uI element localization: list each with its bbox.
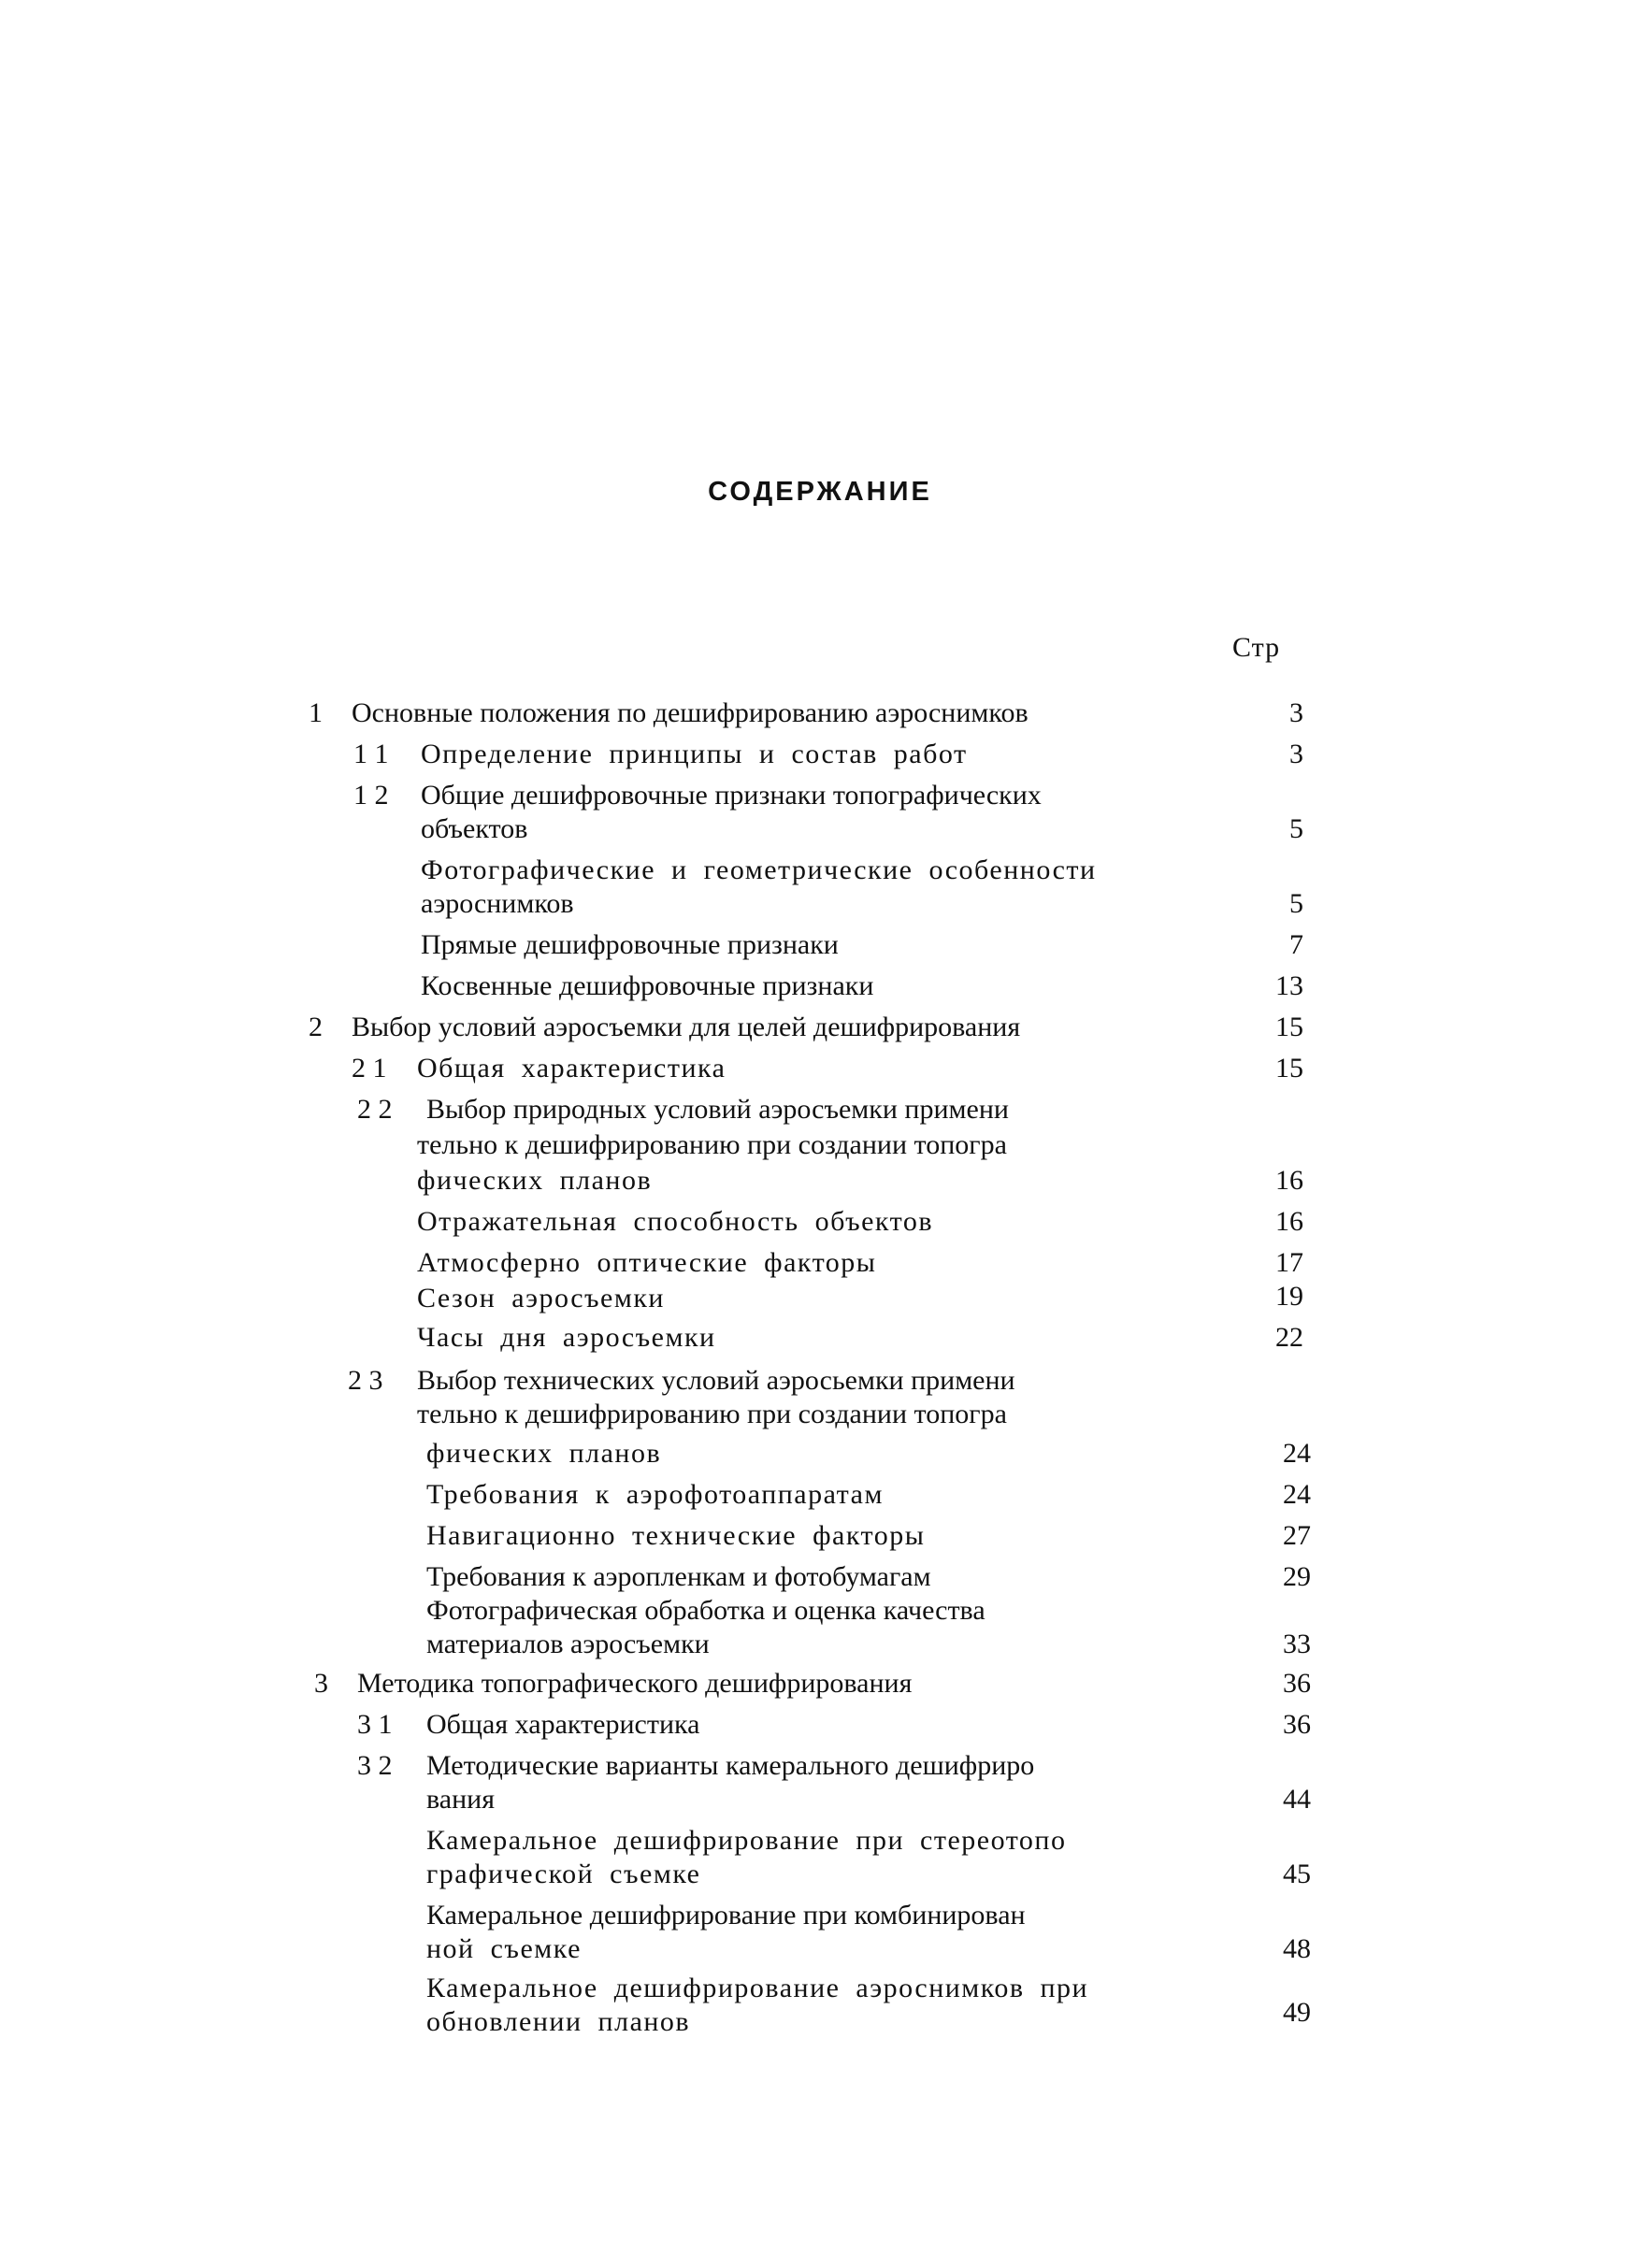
toc-entry-text: Атмосферно оптические факторы [417, 1247, 877, 1278]
toc-entry-text: объектов [421, 813, 528, 844]
toc-entry-page: 24 [1283, 1438, 1311, 1469]
toc-entry-page: 3 [1289, 697, 1303, 728]
toc-entry-number: 3 1 [357, 1709, 393, 1740]
toc-entry-text: Навигационно технические факторы [426, 1520, 926, 1551]
page-title: СОДЕРЖАНИЕ [708, 477, 932, 507]
toc-entry-text: тельно к дешифрированию при создании топогра [417, 1399, 1007, 1429]
toc-entry-page: 45 [1283, 1859, 1311, 1889]
toc-entry-text: Отражательная способность объектов [417, 1206, 933, 1237]
toc-entry-text: Косвенные дешифровочные признаки [421, 970, 874, 1001]
toc-entry-text: графической съемке [426, 1859, 701, 1889]
toc-entry-text: Часы дня аэросъемки [417, 1322, 716, 1353]
toc-entry-page: 17 [1275, 1247, 1303, 1278]
toc-entry-number: 2 3 [348, 1365, 383, 1396]
toc-entry-text: Выбор природных условий аэросъемки примени [426, 1094, 1009, 1125]
toc-entry-page: 15 [1275, 1012, 1303, 1042]
toc-entry-number: 3 2 [357, 1750, 393, 1781]
toc-entry-text: Прямые дешифровочные признаки [421, 929, 839, 960]
toc-entry-page: 13 [1275, 970, 1303, 1001]
toc-entry-text: Определение принципы и состав работ [421, 739, 968, 769]
toc-entry-page: 3 [1289, 739, 1303, 769]
toc-entry-text: фических планов [417, 1165, 653, 1196]
toc-entry-text: Общая характеристика [417, 1053, 726, 1084]
toc-entry-page: 36 [1283, 1668, 1311, 1699]
toc-entry-page: 19 [1275, 1281, 1303, 1312]
toc-entry-page: 5 [1289, 813, 1303, 844]
toc-entry-text: вания [426, 1784, 495, 1815]
toc-entry-text: аэроснимков [421, 888, 574, 919]
toc-entry-page: 36 [1283, 1709, 1311, 1740]
toc-entry-text: ной съемке [426, 1933, 582, 1964]
toc-entry-text: Требования к аэропленкам и фотобумагам [426, 1561, 931, 1592]
toc-entry-text: Методические варианты камерального дешифриро [426, 1750, 1035, 1781]
toc-entry-number: 3 [314, 1668, 328, 1699]
toc-entry-text: Камеральное дешифрирование при комбинирован [426, 1900, 1026, 1931]
toc-entry-page: 33 [1283, 1629, 1311, 1659]
toc-entry-text: Общие дешифровочные признаки топографических [421, 780, 1042, 811]
toc-entry-page: 27 [1283, 1520, 1311, 1551]
toc-entry-page: 48 [1283, 1933, 1311, 1964]
page-column-header: Стр [1232, 632, 1281, 663]
toc-entry-text: Основные положения по дешифрированию аэроснимков [352, 697, 1029, 728]
toc-entry-text: Сезон аэросъемки [417, 1283, 665, 1313]
toc-entry-number: 1 [309, 697, 323, 728]
toc-entry-text: материалов аэросъемки [426, 1629, 710, 1659]
toc-entry-text: тельно к дешифрированию при создании топогра [417, 1129, 1007, 1160]
toc-entry-number: 2 [309, 1012, 323, 1042]
toc-entry-number: 1 2 [353, 780, 389, 811]
toc-entry-page: 44 [1283, 1784, 1311, 1815]
toc-entry-text: обновлении планов [426, 2006, 691, 2037]
toc-entry-text: Методика топографического дешифрирования [357, 1668, 913, 1699]
toc-entry-text: Требования к аэрофотоаппаратам [426, 1479, 884, 1510]
toc-entry-number: 2 1 [352, 1053, 387, 1084]
toc-entry-text: Выбор условий аэросъемки для целей дешифрирования [352, 1012, 1021, 1042]
toc-entry-page: 16 [1275, 1206, 1303, 1237]
toc-entry-page: 24 [1283, 1479, 1311, 1510]
toc-entry-page: 29 [1283, 1561, 1311, 1592]
toc-entry-number: 2 2 [357, 1094, 393, 1125]
toc-entry-page: 5 [1289, 888, 1303, 919]
toc-entry-text: Камеральное дешифрирование при стереотопо [426, 1825, 1067, 1856]
toc-entry-text: Фотографические и геометрические особенности [421, 854, 1097, 885]
toc-entry-number: 1 1 [353, 739, 389, 769]
toc-entry-text: Фотографическая обработка и оценка качества [426, 1595, 985, 1626]
toc-entry-page: 49 [1283, 1997, 1311, 2028]
toc-entry-page: 22 [1275, 1322, 1303, 1353]
toc-entry-page: 16 [1275, 1165, 1303, 1196]
toc-entry-text: фических планов [426, 1438, 662, 1469]
toc-entry-text: Общая характеристика [426, 1709, 700, 1740]
toc-entry-page: 7 [1289, 929, 1303, 960]
toc-entry-page: 15 [1275, 1053, 1303, 1084]
toc-entry-text: Камеральное дешифрирование аэроснимков при [426, 1973, 1089, 2003]
toc-entry-text: Выбор технических условий аэросьемки примени [417, 1365, 1015, 1396]
